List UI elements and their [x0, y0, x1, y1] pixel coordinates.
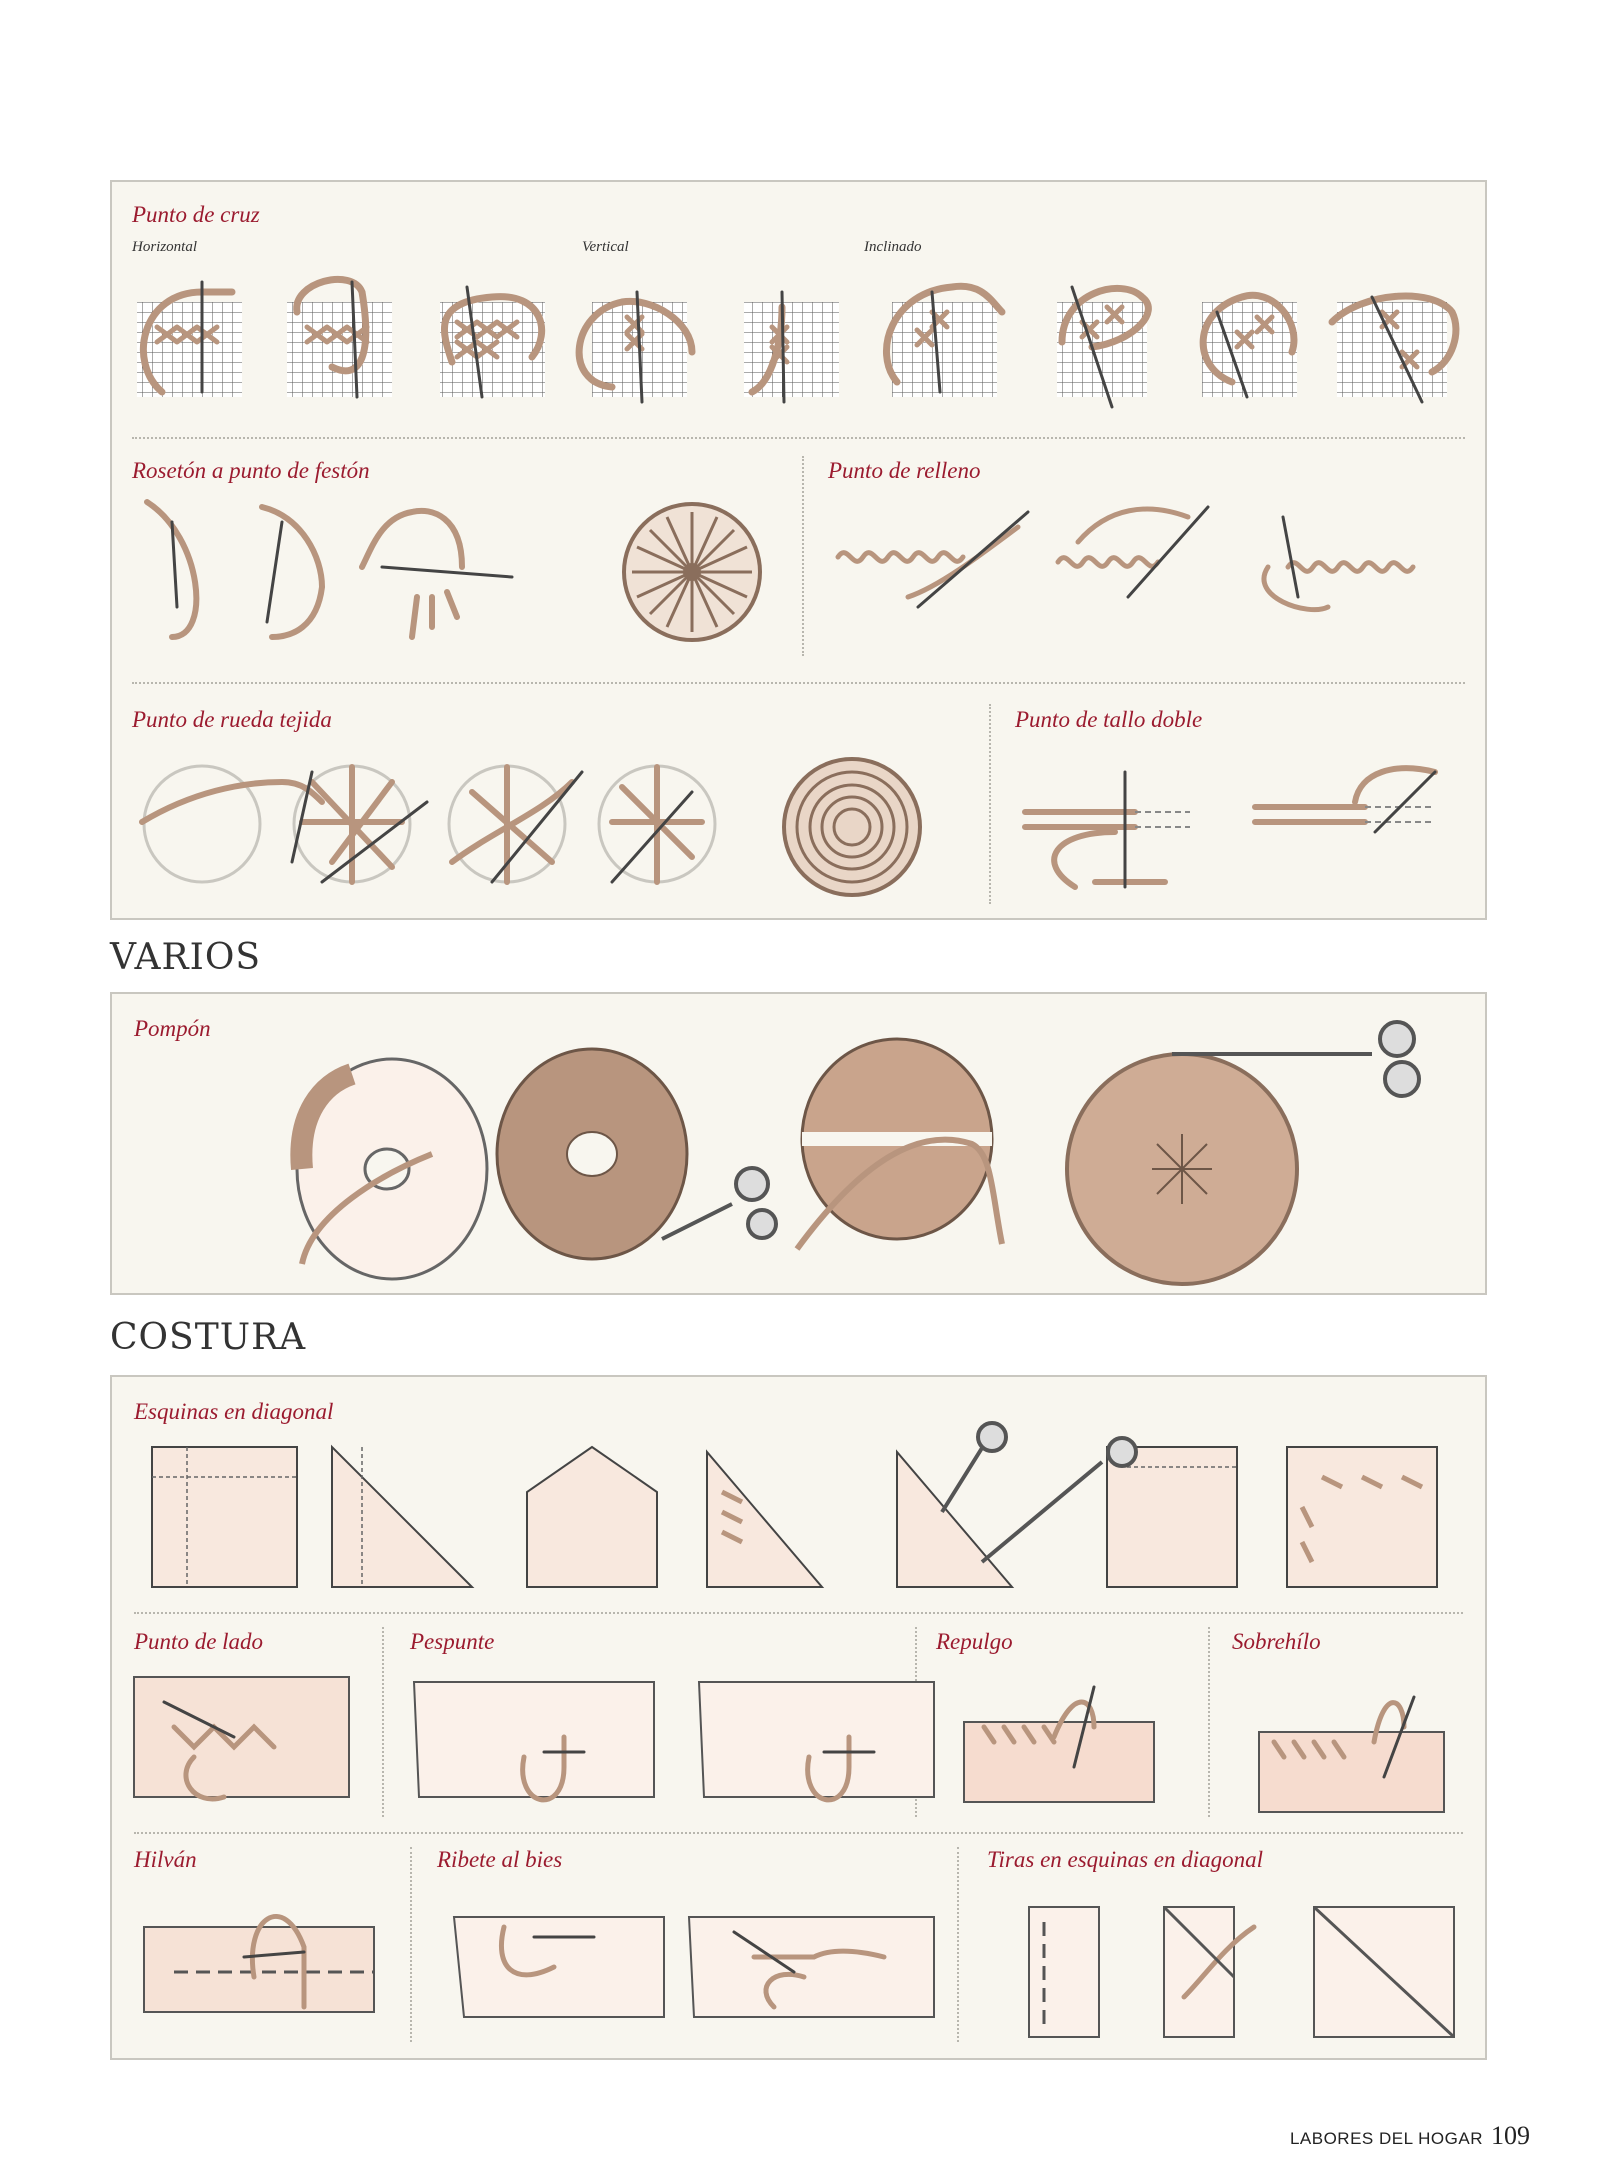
separator: [802, 456, 804, 656]
ribete-title: Ribete al bies: [437, 1847, 563, 1872]
section-title-varios: VARIOS: [110, 937, 262, 978]
pompon-illustrations: [272, 1024, 1452, 1294]
esquinas-illustrations: [142, 1432, 1472, 1592]
hilvan-title: Hilván: [134, 1847, 197, 1872]
cross-horizontal-label: Horizontal: [132, 239, 198, 255]
tiras-title: Tiras en esquinas en diagonal: [987, 1847, 1264, 1872]
cross-stitch-illustrations: [132, 272, 1472, 422]
esquinas-title: Esquinas en diagonal: [134, 1399, 334, 1424]
pompon-step-2: [497, 1049, 776, 1259]
roseton-title: Rosetón a punto de festón: [132, 458, 370, 483]
page-number: 109: [1491, 2121, 1530, 2150]
needle-icon: [1125, 772, 1435, 887]
section-title-costura: COSTURA: [110, 1317, 307, 1358]
roseton-illustrations: [132, 497, 792, 657]
embroidery-panel: [110, 180, 1487, 920]
separator: [132, 437, 1465, 439]
relleno-illustrations: [828, 497, 1468, 657]
separator: [989, 704, 991, 904]
varios-panel: [110, 992, 1487, 1295]
cross-stitch-title: Punto de cruz: [132, 202, 260, 227]
pompon-step-4: [1067, 1022, 1419, 1284]
sobrehilo-title: Sobrehílo: [1232, 1629, 1321, 1654]
rueda-illustrations: [132, 752, 982, 902]
page-footer: [1290, 2121, 1530, 2151]
pompon-title: Pompón: [134, 1016, 211, 1041]
separator: [132, 682, 1465, 684]
needle-icon: [172, 522, 512, 622]
pespunte-title: Pespunte: [410, 1629, 495, 1654]
rueda-title: Punto de rueda tejida: [132, 707, 332, 732]
lado-title: Punto de lado: [134, 1629, 264, 1654]
footer-title: LABORES DEL HOGAR: [1289, 2129, 1483, 2148]
tallo-illustrations: [1015, 752, 1475, 902]
grid-icon: [137, 302, 1447, 397]
pompon-step-1: [297, 1059, 487, 1279]
costura-panel: [110, 1375, 1487, 2060]
needle-icon: [918, 507, 1298, 607]
pompon-step-3: [797, 1039, 1002, 1249]
cross-inclinado-label: Inclinado: [864, 239, 922, 255]
wheel-icon: [784, 759, 920, 895]
middle-row-illustrations: [134, 1667, 1474, 1817]
cross-vertical-label: Vertical: [582, 239, 629, 255]
separator: [134, 1832, 1463, 1834]
relleno-title: Punto de relleno: [828, 458, 981, 483]
tallo-title: Punto de tallo doble: [1015, 707, 1203, 732]
separator: [134, 1612, 1463, 1614]
bottom-row-illustrations: [134, 1887, 1474, 2047]
repulgo-title: Repulgo: [936, 1629, 1013, 1654]
